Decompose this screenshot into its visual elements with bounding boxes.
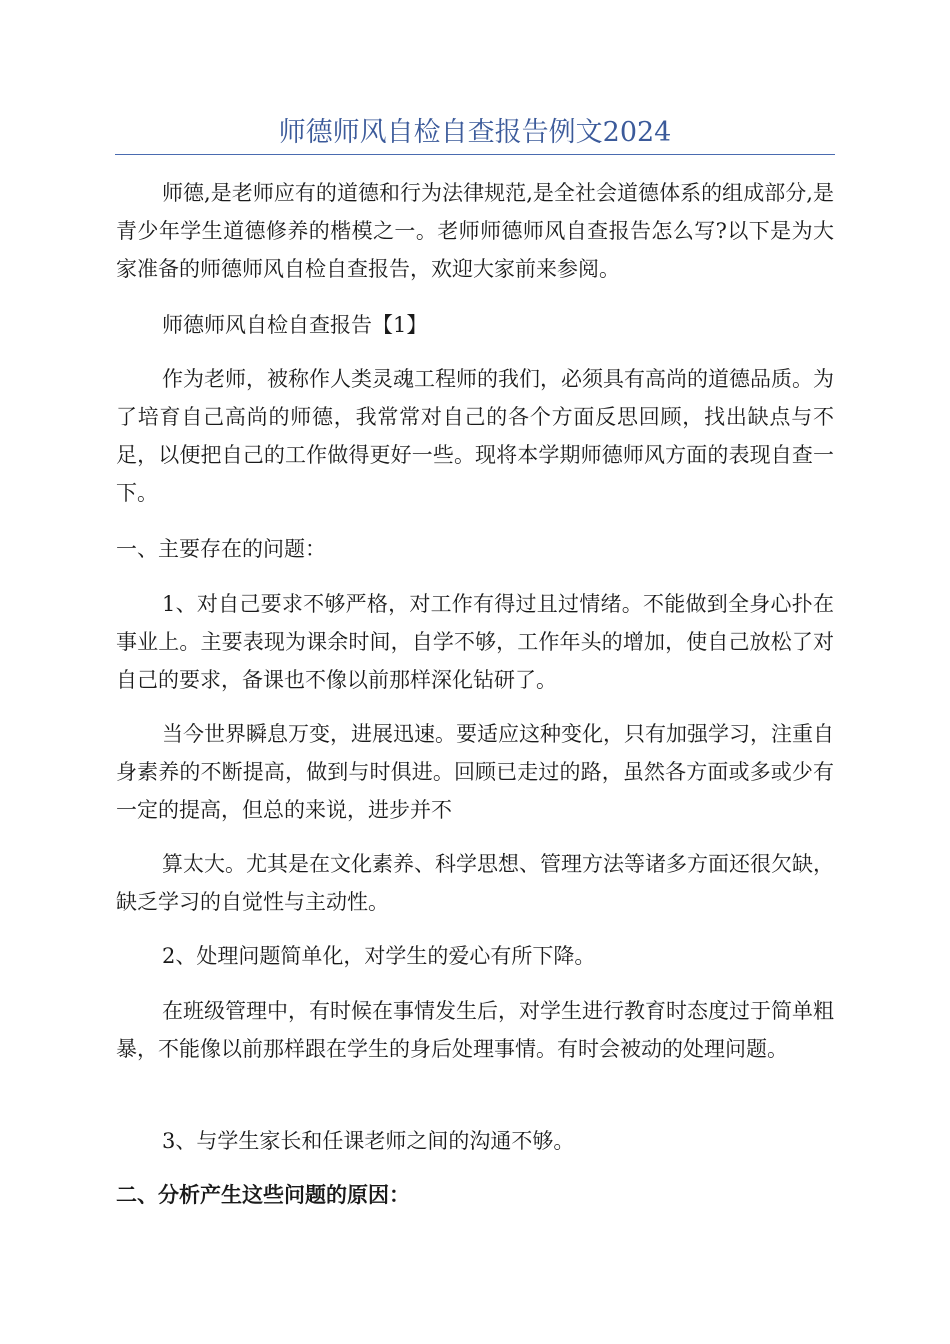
title-underline [115, 154, 835, 155]
intro-paragraph: 师德,是老师应有的道德和行为法律规范,是全社会道德体系的组成部分,是青少年学生道德修养的楷模之一。老师师德师风自查报告怎么写?以下是为大家准备的师德师风自检自查报告，欢迎大家前来参阅。 [116, 181, 834, 281]
document-title: 师德师风自检自查报告例文2024 [278, 117, 672, 148]
problem-item-2: 2、处理问题简单化，对学生的爱心有所下降。 [162, 944, 596, 968]
section-heading-problems: 一、主要存在的问题： [116, 537, 326, 561]
body-paragraph: 算太大。尤其是在文化素养、科学思想、管理方法等诸多方面还很欠缺，缺乏学习的自觉性与主动性。 [116, 852, 834, 914]
section-heading-report-1: 师德师风自检自查报告【1】 [162, 313, 428, 337]
body-paragraph: 在班级管理中，有时候在事情发生后，对学生进行教育时态度过于简单粗暴，不能像以前那样跟在学生的身后处理事情。有时会被动的处理问题。 [116, 999, 834, 1061]
problem-item-3: 3、与学生家长和任课老师之间的沟通不够。 [162, 1129, 575, 1153]
body-paragraph: 当今世界瞬息万变，进展迅速。要适应这种变化，只有加强学习，注重自身素养的不断提高，做到与时俱进。回顾已走过的路，虽然各方面或多或少有一定的提高，但总的来说，进步并不 [116, 722, 834, 822]
section-heading-causes: 二、分析产生这些问题的原因： [116, 1182, 410, 1207]
body-paragraph: 作为老师，被称作人类灵魂工程师的我们，必须具有高尚的道德品质。为了培育自己高尚的师德，我常常对自己的各个方面反思回顾，找出缺点与不足，以便把自己的工作做得更好一些。现将本学期师德师风方面的表现自查一下。 [116, 367, 834, 505]
problem-item-1: 1、对自己要求不够严格，对工作有得过且过情绪。不能做到全身心扑在事业上。主要表现为课余时间，自学不够，工作年头的增加，使自己放松了对自己的要求，备课也不像以前那样深化钻研了。 [116, 592, 834, 692]
